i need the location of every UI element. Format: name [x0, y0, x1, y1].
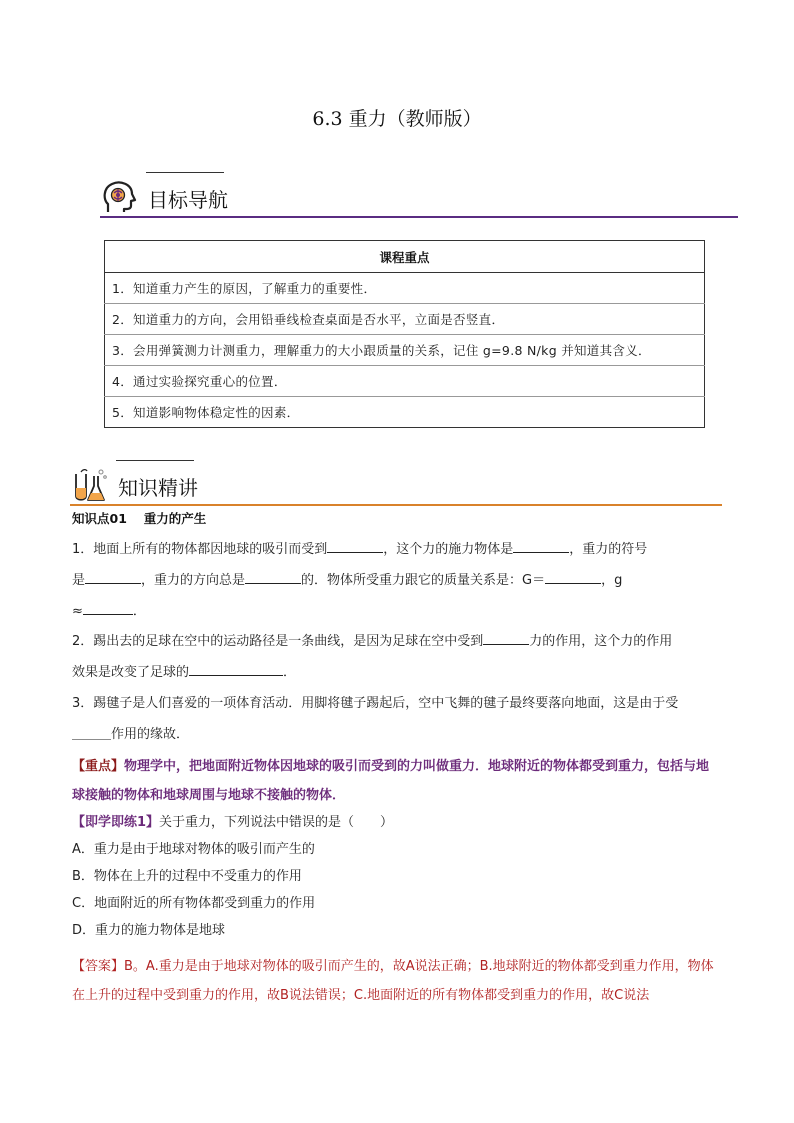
q1-text: 1．地面上所有的物体都因地球的吸引而受到 — [72, 542, 328, 557]
q2-text: 效果是改变了足球的 — [72, 665, 190, 680]
kp-title: 知识点01 重力的产生 — [72, 511, 207, 526]
drill-question — [72, 809, 722, 836]
section-header-nav — [100, 172, 738, 216]
section-label: 知识精讲 — [118, 476, 198, 500]
q3-text: 3．踢毽子是人们喜爱的一项体育活动．用脚将毽子踢起后，空中飞舞的毽子最终要落向地面，这是由于受 — [72, 696, 679, 711]
blank — [85, 570, 141, 584]
q2-text: 力的作用，这个力的作用 — [529, 634, 673, 649]
option-c: C．地面附近的所有物体都受到重力的作用 — [72, 896, 316, 911]
goals-row: 3．会用弹簧测力计测重力，理解重力的大小跟质量的关系，记住 g=9.8 N/kg 并知道其含义． — [105, 335, 705, 366]
blank — [327, 539, 383, 553]
option-a: A．重力是由于地球对物体的吸引而产生的 — [72, 842, 315, 857]
goals-row: 4．通过实验探究重心的位置． — [105, 366, 705, 397]
question-1 — [72, 534, 722, 627]
option-d: D．重力的施力物体是地球 — [72, 923, 226, 938]
goals-table — [104, 240, 705, 428]
goals-row: 5．知道影响物体稳定性的因素． — [105, 397, 705, 428]
q1-text: 是 — [72, 573, 86, 588]
q1-text: ，重力的方向总是 — [141, 573, 246, 588]
answer-text: 【答案】B。A.重力是由于地球对物体的吸引而产生的，故A说法正确；B.地球附近的物体都受到重力作用，物体在上升的过程中受到重力的作用，故B说法错误；C.地面附近的所有物体都受到重力的作用，故C说法 — [72, 959, 714, 1003]
drill-options — [72, 836, 722, 944]
header-top-line — [146, 172, 224, 173]
q1-text: ，g — [601, 573, 623, 588]
knowledge-point-title — [72, 509, 722, 531]
answer — [72, 952, 722, 1010]
q1-text: ≈ — [72, 604, 83, 619]
drill-question-text: 关于重力，下列说法中错误的是（ ） — [159, 815, 394, 830]
section-rule — [100, 216, 738, 218]
blank — [545, 570, 601, 584]
q1-text: ，这个力的施力物体是 — [383, 542, 514, 557]
option-b: B．物体在上升的过程中不受重力的作用 — [72, 869, 302, 884]
q2-text: 2．踢出去的足球在空中的运动路径是一条曲线，是因为足球在空中受到 — [72, 634, 484, 649]
blank — [483, 631, 529, 645]
q3-text: ＿＿＿作用的缘故． — [72, 727, 190, 742]
goals-row: 2．知道重力的方向，会用铅垂线检查桌面是否水平，立面是否竖直． — [105, 304, 705, 335]
section-rule — [70, 504, 722, 506]
q1-text: 的．物体所受重力跟它的质量关系是：G＝ — [301, 573, 546, 588]
blank — [513, 539, 569, 553]
q1-text: ． — [132, 604, 146, 619]
drill-tag: 【即学即练1】 — [72, 815, 160, 830]
blank — [245, 570, 301, 584]
blank — [83, 601, 133, 615]
key-point-text: 物理学中，把地面附近物体因地球的吸引而受到的力叫做重力．地球附近的物体都受到重力，包括与地球接触的物体和地球周围与地球不接触的物体． — [72, 759, 710, 803]
header-top-line — [116, 460, 194, 461]
q1-text: ，重力的符号 — [569, 542, 648, 557]
blank — [189, 662, 283, 676]
question-3 — [72, 688, 722, 750]
head-brain-icon — [100, 178, 138, 216]
section-header-knowledge — [70, 460, 722, 504]
goals-table-header: 课程重点 — [105, 241, 705, 273]
page-title: 6.3 重力（教师版） — [312, 108, 482, 130]
section-label: 目标导航 — [148, 188, 228, 212]
flask-icon — [70, 466, 108, 504]
key-point-tag: 【重点】 — [72, 759, 125, 774]
goals-row: 1．知道重力产生的原因，了解重力的重要性． — [112, 281, 377, 296]
key-point — [72, 752, 722, 810]
q2-text: ． — [283, 665, 297, 680]
question-2 — [72, 626, 722, 688]
